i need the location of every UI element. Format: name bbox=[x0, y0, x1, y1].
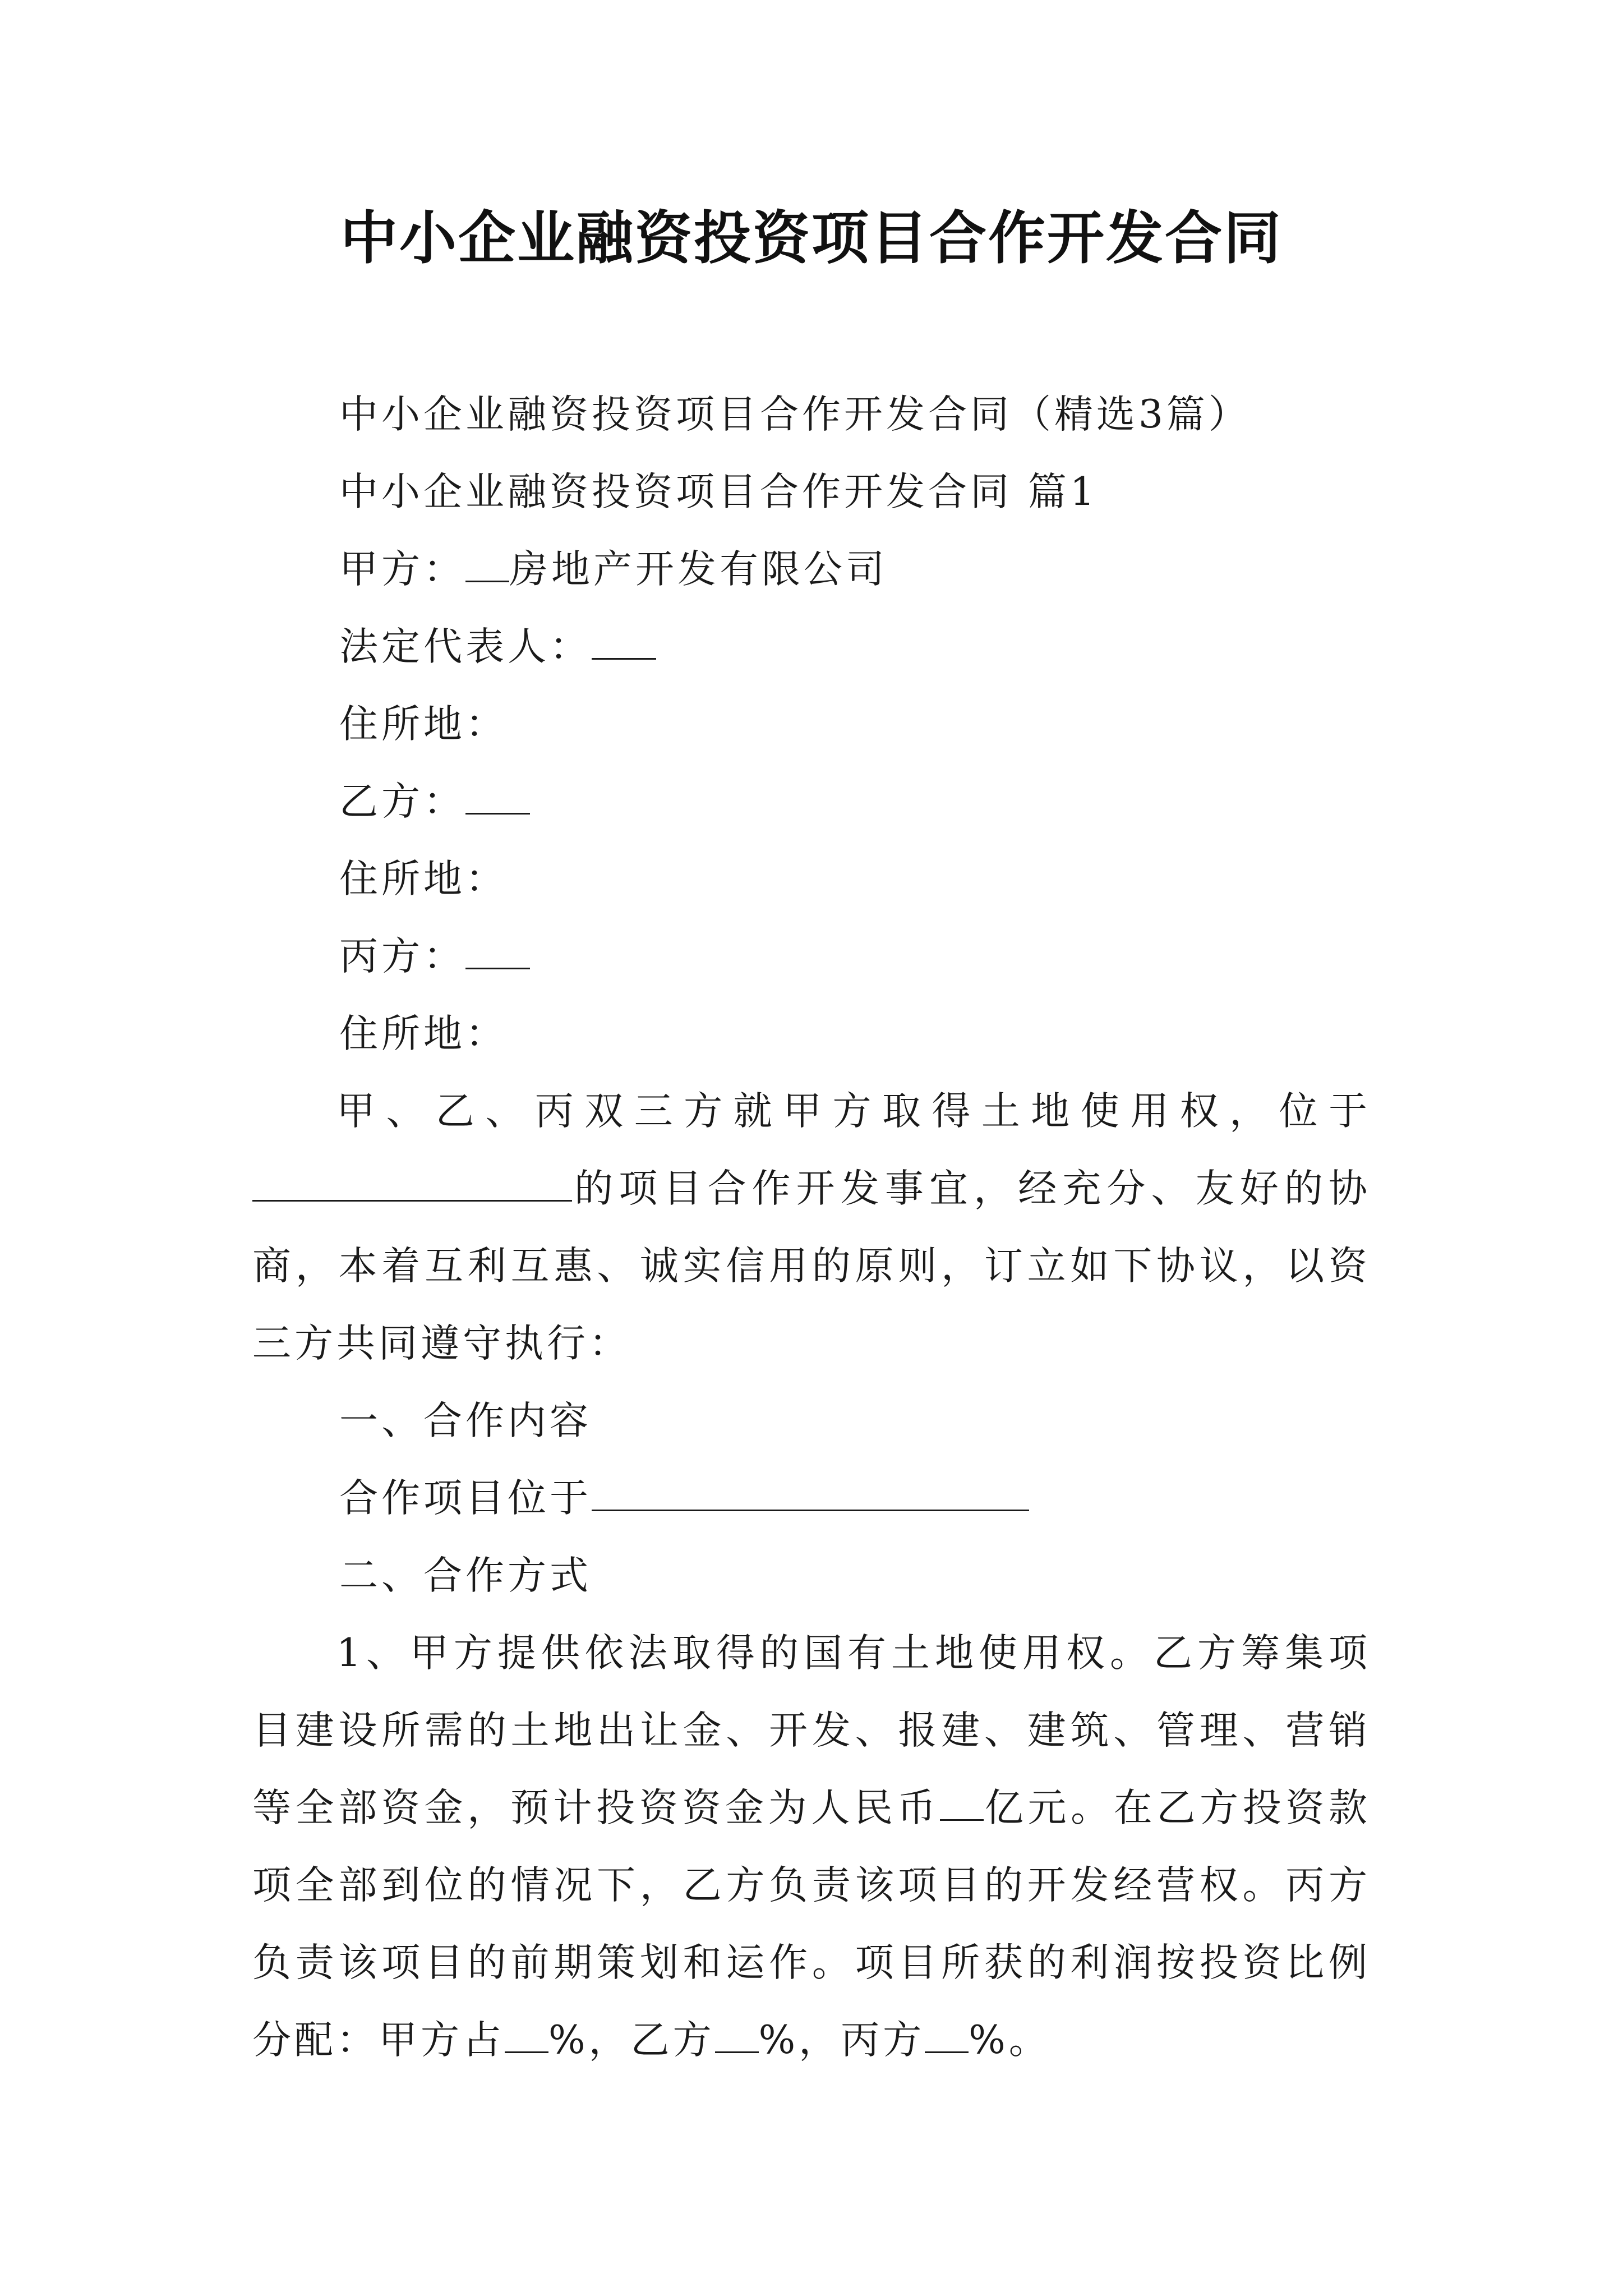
party-c-label: 丙方： bbox=[339, 934, 465, 979]
legal-rep-line bbox=[252, 608, 1371, 685]
clause-1-paragraph bbox=[252, 1614, 1371, 2079]
address-line-1: 住所地： bbox=[339, 702, 508, 747]
project-location-blank bbox=[592, 1476, 1029, 1511]
party-a-share-blank bbox=[505, 2018, 548, 2053]
heading-2: 二、合作方式 bbox=[339, 1553, 592, 1598]
party-b-line bbox=[252, 763, 1371, 840]
party-c-blank bbox=[465, 934, 530, 969]
intro-part1: 甲、乙、丙双三方就甲方取得土地使用权，位于 bbox=[336, 1089, 1371, 1134]
legal-rep-blank bbox=[592, 624, 656, 660]
document-subtitle: 中小企业融资投资项目合作开发合同（精选3篇） bbox=[339, 392, 1251, 437]
party-b-share-blank bbox=[715, 2018, 759, 2053]
clause-1-part5: %。 bbox=[969, 2018, 1051, 2063]
document-body bbox=[252, 376, 1371, 2079]
party-b-label: 乙方： bbox=[339, 779, 465, 824]
clause-1-part2: 亿元。在乙方投资款项全部到位的情况下，乙方负责该项目的开发经营权。丙方负责该项目的前期策划和运作。项目所获的利润按投资比例分配：甲方占 bbox=[252, 1786, 1371, 2063]
legal-rep-label: 法定代表人： bbox=[339, 624, 592, 669]
address-line-2: 住所地： bbox=[339, 857, 508, 901]
clause-1-part3: %，乙方 bbox=[548, 2018, 715, 2063]
section-heading: 中小企业融资投资项目合作开发合同 篇1 bbox=[339, 470, 1098, 514]
clause-1-part1: 1、甲方提供依法取得的国有土地使用权。乙方筹集项目建设所需的土地出让金、开发、报建、建筑、管理、营销等全部资金，预计投资资金为人民币 bbox=[252, 1631, 1371, 1830]
project-location-label: 合作项目位于 bbox=[339, 1476, 592, 1521]
heading-1: 一、合作内容 bbox=[339, 1398, 592, 1443]
party-a-value: 房地产开发有限公司 bbox=[509, 547, 888, 592]
intro-location-blank bbox=[252, 1166, 572, 1202]
clause-1-part4: %，丙方 bbox=[758, 2018, 925, 2063]
project-location-line bbox=[252, 1460, 1371, 1537]
party-a-line bbox=[252, 531, 1371, 608]
investment-amount-blank bbox=[940, 1786, 984, 1821]
party-a-blank bbox=[465, 547, 509, 582]
party-c-share-blank bbox=[925, 2018, 969, 2053]
party-b-blank bbox=[465, 779, 530, 815]
document-title: 中小企业融资投资项目合作开发合同 bbox=[340, 205, 1283, 272]
address-line-3: 住所地： bbox=[339, 1011, 508, 1056]
party-a-label: 甲方： bbox=[339, 547, 465, 592]
intro-part2: 的项目合作开发事宜，经充分、友好的协商，本着互利互惠、诚实信用的原则，订立如下协议，以资三方共同遵守执行： bbox=[252, 1166, 1371, 1366]
intro-paragraph bbox=[252, 1073, 1371, 1382]
party-c-line bbox=[252, 918, 1371, 995]
